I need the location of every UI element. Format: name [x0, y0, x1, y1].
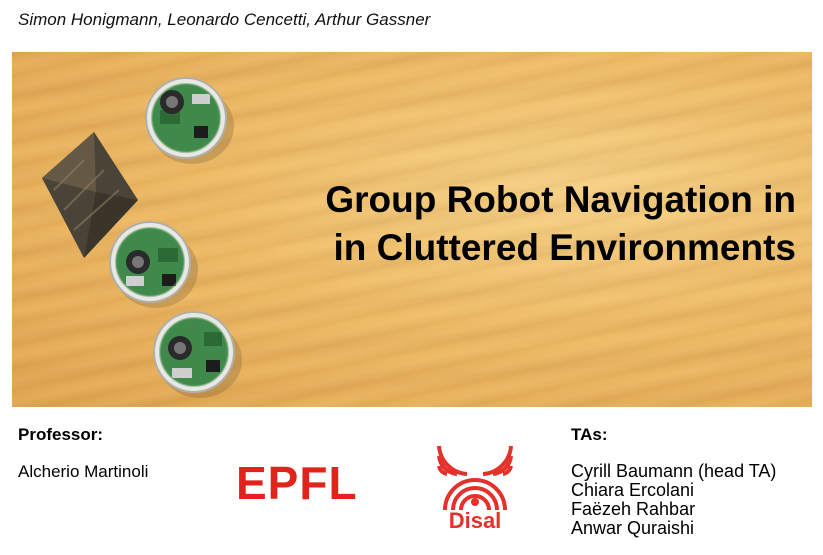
- ta-name: Cyrill Baumann (head TA): [571, 461, 777, 481]
- presentation-title: [156, 176, 796, 272]
- professor-heading: Professor:: [18, 425, 104, 444]
- authors-line: Simon Honigmann, Leonardo Cencetti, Arthur Gassner: [18, 10, 431, 29]
- epfl-logo-text: EPFL: [236, 459, 358, 503]
- title-line-1: Group Robot Navigation in: [325, 179, 796, 220]
- tas-heading: TAs:: [571, 425, 608, 444]
- ta-name: Anwar Quraishi: [571, 518, 695, 538]
- tas-list: [571, 462, 776, 538]
- title-banner-image: [12, 52, 812, 407]
- epfl-logo: [236, 459, 376, 503]
- title-line-2: in Cluttered Environments: [333, 227, 796, 268]
- disal-logo: [437, 440, 517, 530]
- ta-name: Faëzeh Rahbar: [571, 499, 696, 519]
- ta-name: Chiara Ercolani: [571, 480, 695, 500]
- epuck-robot-3-image: [150, 308, 242, 400]
- disal-logo-text: Disal: [448, 508, 502, 530]
- epuck-robot-1-image: [142, 74, 234, 166]
- professor-name: Alcherio Martinoli: [18, 462, 149, 481]
